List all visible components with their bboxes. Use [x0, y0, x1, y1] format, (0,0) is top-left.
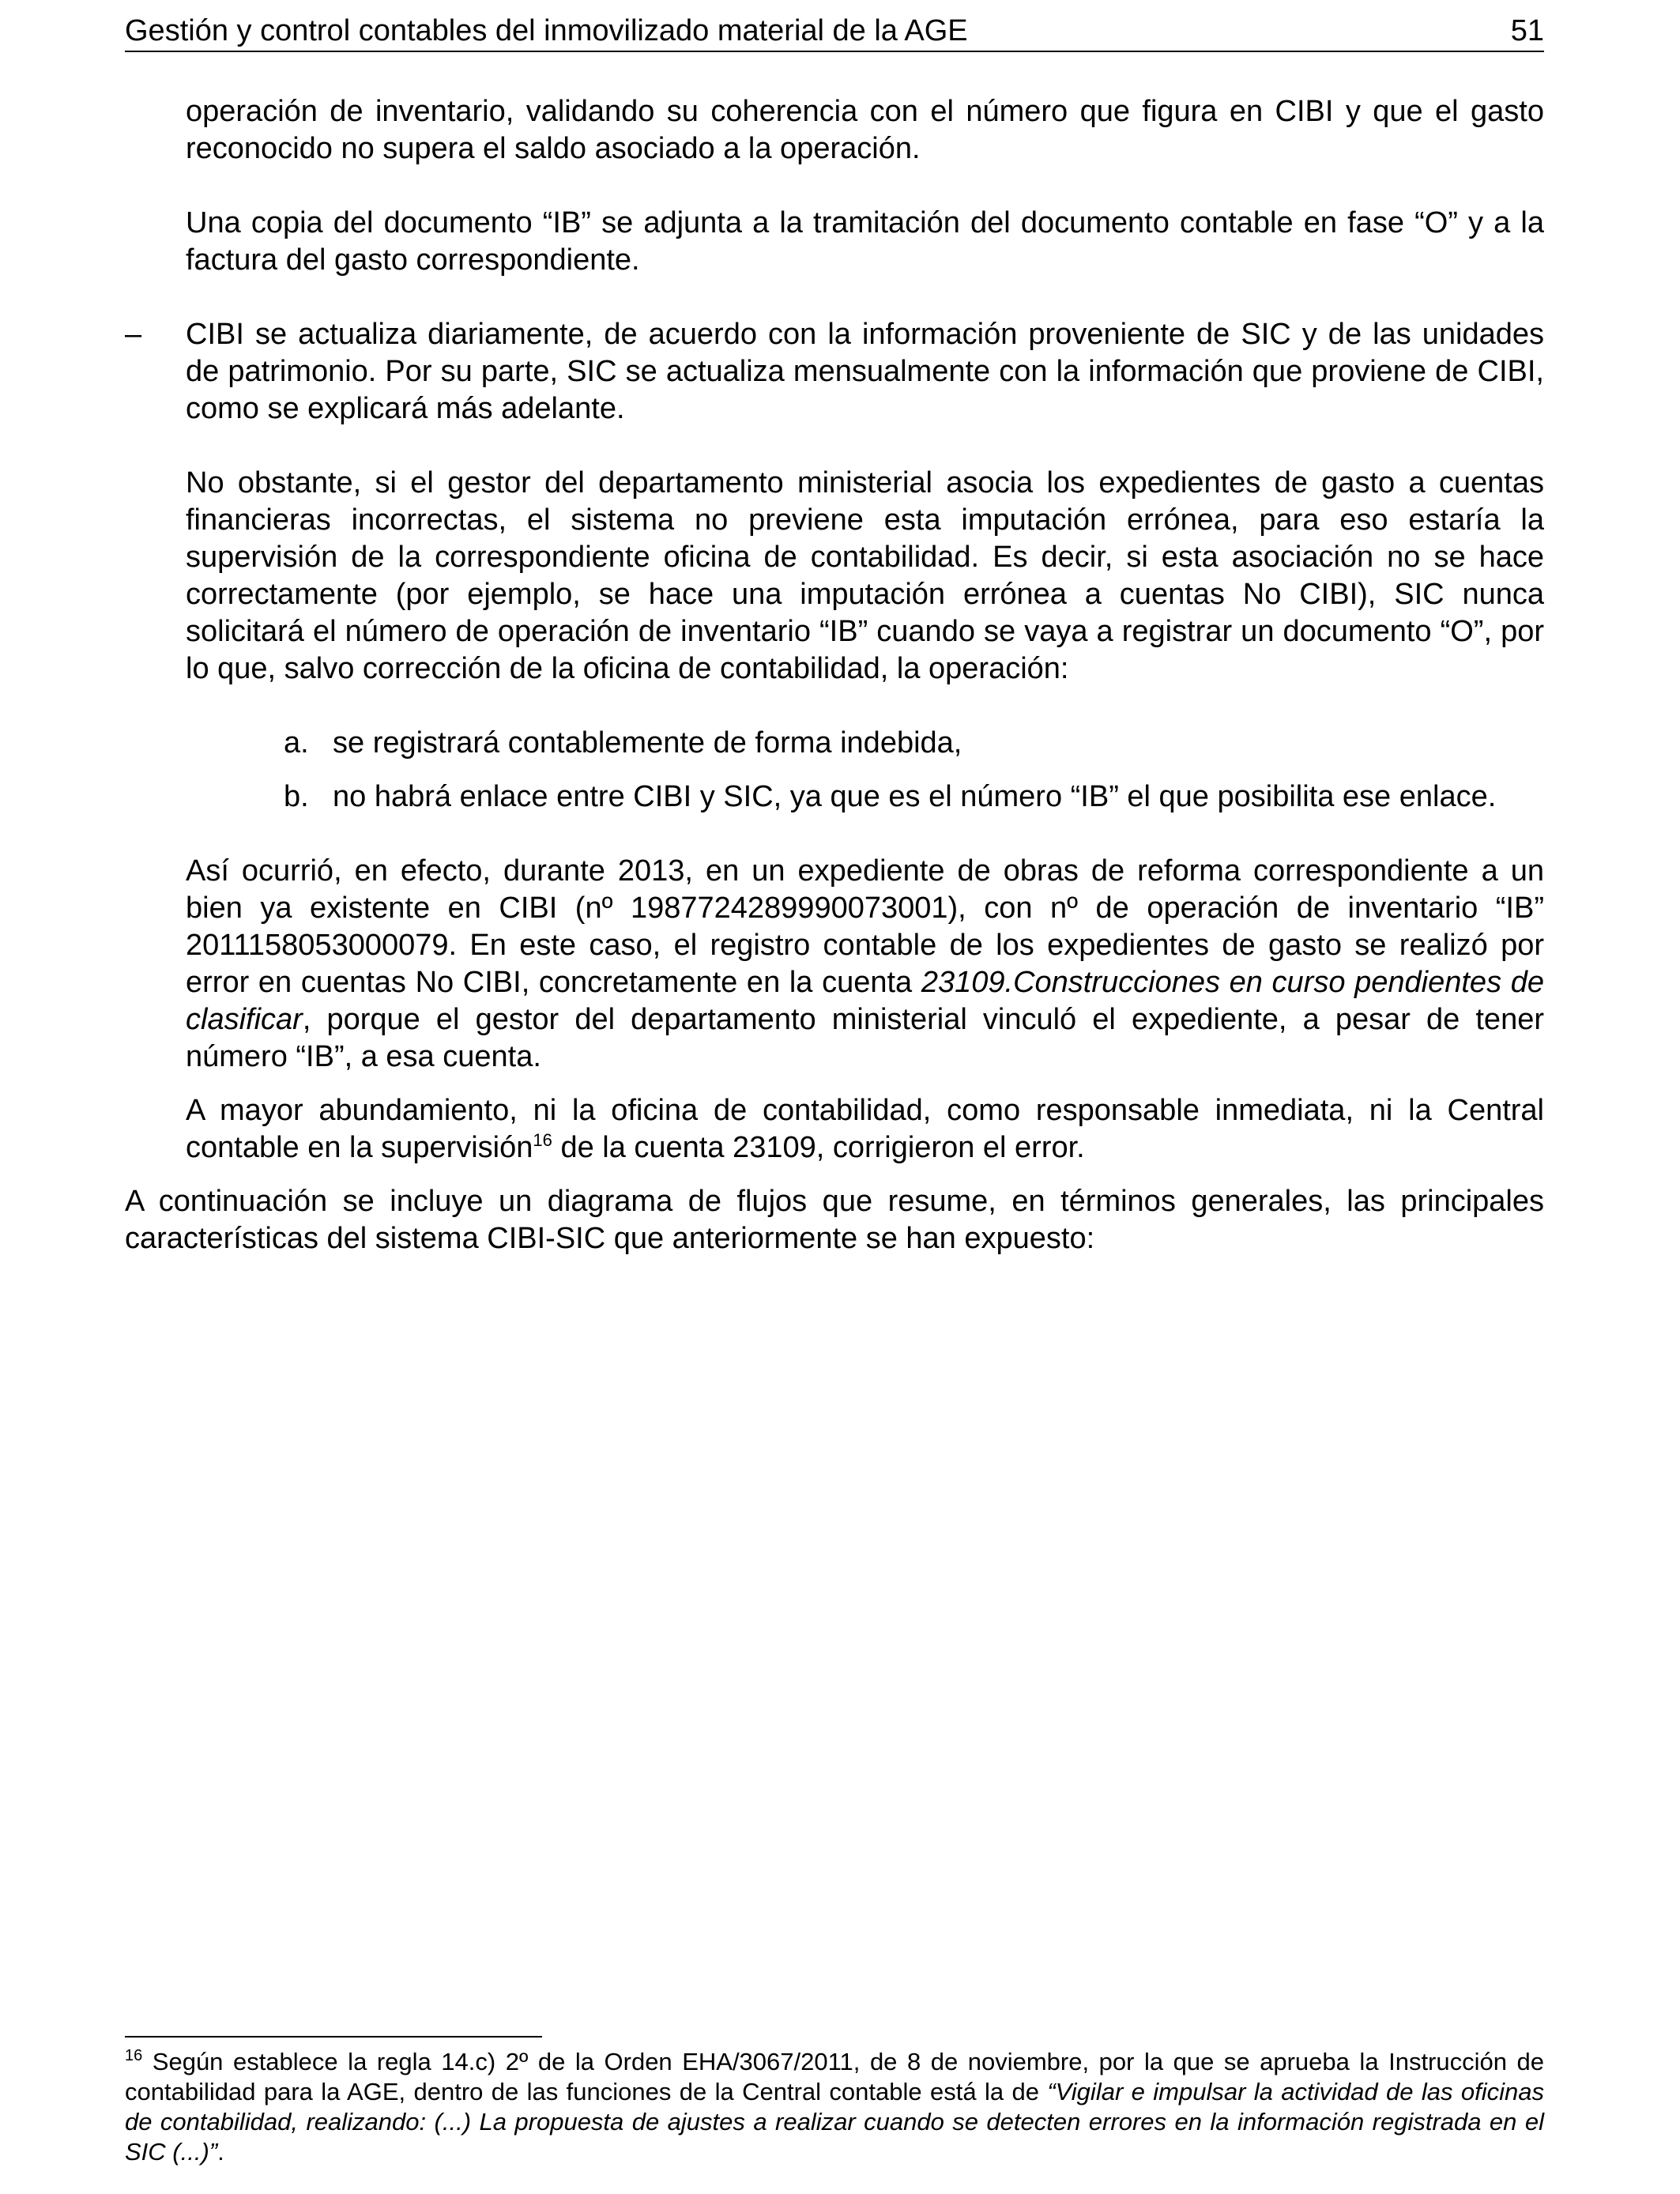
- paragraph: operación de inventario, validando su coherencia con el número que figura en CIBI y que el gasto reconocido no supera el saldo asociado a la operación.: [186, 95, 1544, 165]
- page-body: [125, 93, 1544, 1257]
- paragraph: Una copia del documento “IB” se adjunta a la tramitación del documento contable en fase “O” y a la factura del gasto correspondiente.: [186, 206, 1544, 277]
- page-header: [125, 11, 1544, 52]
- list-item: [284, 725, 1544, 762]
- paragraph: A continuación se incluye un diagrama de flujos que resume, en términos generales, las principales características del sistema CIBI-SIC que anteriormente se han expuesto:: [125, 1185, 1544, 1255]
- paragraph: No obstante, si el gestor del departamento ministerial asocia los expedientes de gasto a cuentas financieras incorrectas, el sistema no previene esta imputación errónea, para eso estaría la supervisión de la correspondiente oficina de contabilidad. Es decir, si esta asociación no se hace correctamente (por ejemplo, se hace una imputación errónea a cuentas No CIBI), SIC nunca solicitará el número de operación de inventario “IB” cuando se vaya a registrar un documento “O”, por lo que, salvo corrección de la oficina de contabilidad, la operación:: [186, 466, 1544, 685]
- footnote: [125, 2047, 1544, 2167]
- list-item: [125, 316, 1544, 428]
- bullet-text: CIBI se actualiza diariamente, de acuerdo con la información proveniente de SIC y de las unidades de patrimonio. Por su parte, SIC se actualiza mensualmente con la información que proviene de CIBI, como se explicará más adelante.: [186, 318, 1544, 425]
- paragraph: [186, 1092, 1544, 1167]
- footnote-separator: [125, 2036, 542, 2038]
- page-number: 51: [1510, 14, 1544, 47]
- account-name: 23109.Construcciones en curso pendientes de clasificar: [186, 966, 1544, 1036]
- paragraph-text: A mayor abundamiento, ni la oficina de contabilidad, como responsable inmediata, ni la Central contable en la supervisión: [186, 1094, 1544, 1164]
- dash-bullet: –: [125, 318, 142, 351]
- footnote-reference[interactable]: 16: [533, 1130, 552, 1150]
- paragraph-text: Así ocurrió, en efecto, durante 2013, en un expediente de obras de reforma correspondiente a un bien ya existente en CIBI (nº 1987724289990073001), con nº de operación de inventario “IB” 2011158053000079. En este caso, el registro contable de los expedientes de gasto se realizó por error en cuentas No CIBI, concretamente en la cuenta: [186, 854, 1544, 999]
- list-marker: b.: [284, 780, 309, 813]
- footnote-quote: “Vigilar e impulsar la actividad de las oficinas de contabilidad, realizando: (...) La propuesta de ajustes a realizar cuando se detecten errores en la información registrada en el SIC (...)”: [125, 2078, 1545, 2166]
- paragraph: [186, 853, 1544, 1076]
- document-title: Gestión y control contables del inmovilizado material de la AGE: [125, 14, 968, 47]
- list-item: [284, 778, 1544, 816]
- list-item-text: no habrá enlace entre CIBI y SIC, ya que es el número “IB” el que posibilita ese enlace.: [333, 780, 1497, 813]
- footnote-text: .: [217, 2138, 224, 2166]
- paragraph-text: de la cuenta 23109, corrigieron el error.: [552, 1131, 1085, 1164]
- footnote-number: 16: [125, 2047, 143, 2064]
- paragraph-text: , porque el gestor del departamento ministerial vinculó el expediente, a pesar de tener número “IB”, a esa cuenta.: [186, 1003, 1544, 1073]
- footnote-text: Según establece la regla 14.c) 2º de la Orden EHA/3067/2011, de 8 de noviembre, por la que se aprueba la Instrucción de contabilidad para la AGE, dentro de las funciones de la Central contable está la de: [125, 2048, 1544, 2105]
- list-marker: a.: [284, 726, 309, 760]
- list-item-text: se registrará contablemente de forma indebida,: [333, 726, 962, 760]
